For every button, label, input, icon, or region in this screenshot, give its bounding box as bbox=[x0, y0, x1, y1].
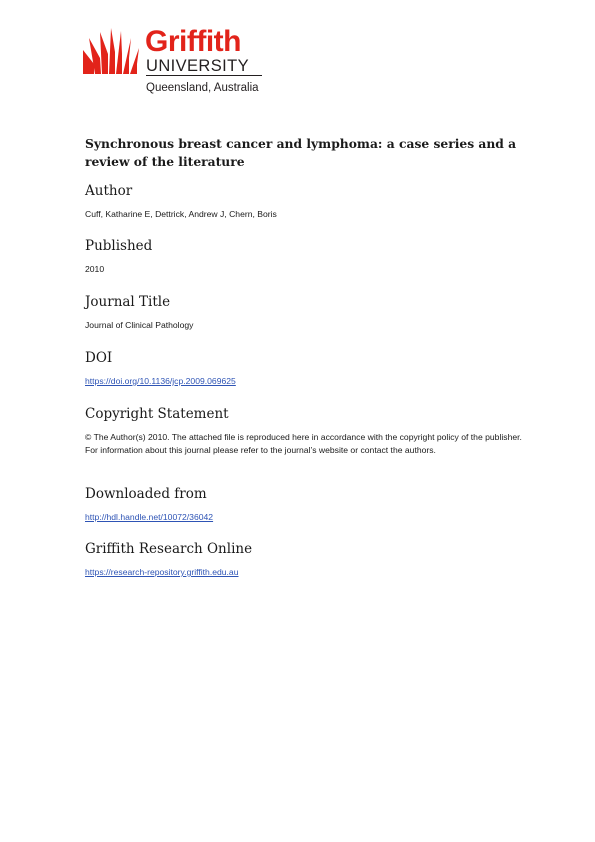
journal-title-section bbox=[85, 294, 525, 332]
author-heading: Author bbox=[85, 183, 133, 199]
copyright-value: © The Author(s) 2010. The attached file is reproduced here in accordance with the copyright policy of the publisher. For information about this journal please refer to the journal’s website or contact the authors. bbox=[85, 432, 522, 455]
published-value: 2010 bbox=[85, 264, 105, 274]
handle-link[interactable]: http://hdl.handle.net/10072/36042 bbox=[85, 512, 214, 522]
logo-subtitle: UNIVERSITY bbox=[146, 57, 250, 75]
repository-heading: Griffith Research Online bbox=[85, 541, 253, 557]
griffith-university-logo bbox=[83, 26, 268, 98]
document-title: Synchronous breast cancer and lymphoma: a case series and a review of the literature bbox=[85, 136, 517, 169]
logo-wordmark: Griffith bbox=[145, 25, 241, 58]
repository-section bbox=[85, 541, 525, 580]
logo-divider bbox=[146, 75, 262, 76]
doi-section bbox=[85, 350, 525, 389]
author-value: Cuff, Katharine E, Dettrick, Andrew J, Chern, Boris bbox=[85, 209, 277, 219]
griffith-flame-logo-icon bbox=[83, 28, 139, 74]
logo-location: Queensland, Australia bbox=[146, 82, 259, 94]
doi-link[interactable]: https://doi.org/10.1136/jcp.2009.069625 bbox=[85, 376, 236, 386]
copyright-heading: Copyright Statement bbox=[85, 406, 229, 422]
copyright-section bbox=[85, 406, 525, 456]
doi-heading: DOI bbox=[85, 350, 113, 366]
downloaded-from-heading: Downloaded from bbox=[85, 486, 207, 502]
author-section bbox=[85, 183, 525, 221]
journal-title-value: Journal of Clinical Pathology bbox=[85, 320, 194, 330]
published-heading: Published bbox=[85, 238, 153, 254]
journal-title-heading: Journal Title bbox=[85, 294, 171, 310]
repository-link[interactable]: https://research-repository.griffith.edu.au bbox=[85, 567, 239, 577]
published-section bbox=[85, 238, 525, 276]
downloaded-from-section bbox=[85, 486, 525, 525]
